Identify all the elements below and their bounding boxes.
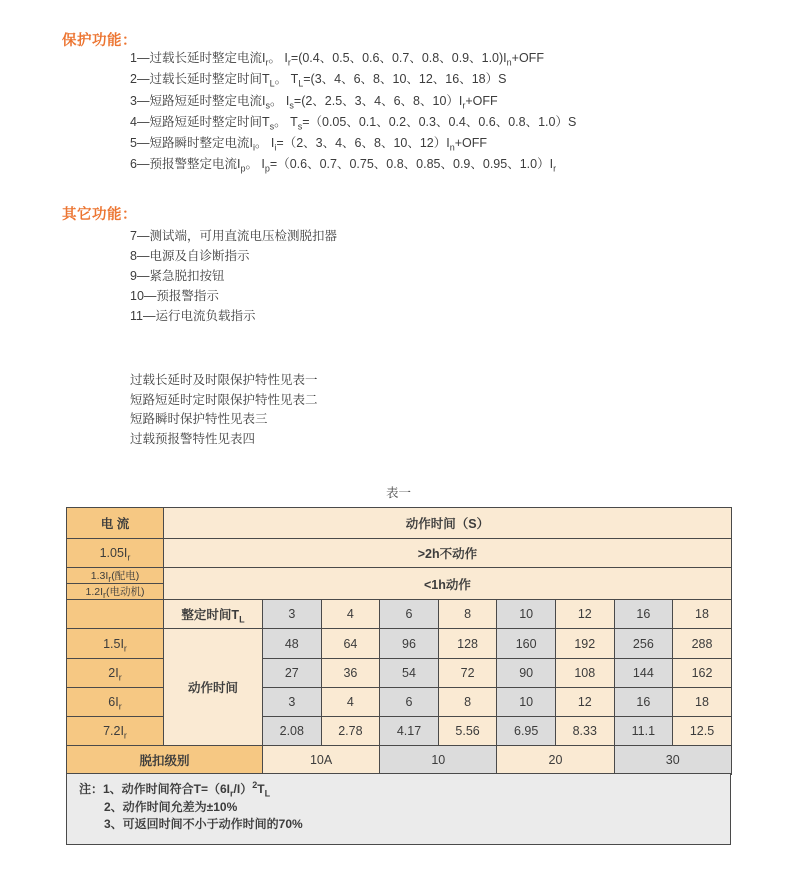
table-cell: 6.95 bbox=[497, 717, 556, 746]
table-cell: >2h不动作 bbox=[164, 539, 732, 568]
table-reference-list bbox=[130, 371, 318, 449]
row-label: $1.3I_r$(配电) bbox=[67, 568, 164, 584]
table-cell: 8 bbox=[438, 688, 497, 717]
other-functions-heading: 其它功能： bbox=[62, 207, 137, 223]
list-item: 1—过载长延时整定电流$I_r$。 $I_r=(0.4$、0.5、0.6、0.7、0.8、0.9、$1.0)I_n+OFF$ bbox=[130, 51, 544, 68]
list-item: 9—紧急脱扣按钮 bbox=[130, 269, 225, 283]
table-cell: 8 bbox=[438, 600, 497, 629]
table-cell: 2.78 bbox=[321, 717, 380, 746]
list-item: 11—运行电流负载指示 bbox=[130, 309, 256, 323]
table-cell: 192 bbox=[555, 629, 614, 659]
note-line: 注：1、动作时间符合$T=(6I_r/I)^2T_L$ bbox=[79, 780, 271, 799]
note-line: 3、可返回时间不小于动作时间的70% bbox=[104, 817, 303, 831]
table-cell: 16 bbox=[614, 688, 673, 717]
row-label: $2I_r$ bbox=[67, 659, 164, 688]
table-cell: 64 bbox=[321, 629, 380, 659]
table-cell: 256 bbox=[614, 629, 673, 659]
table-cell: 4.17 bbox=[380, 717, 439, 746]
table-cell: 11.1 bbox=[614, 717, 673, 746]
table-cell: 144 bbox=[614, 659, 673, 688]
table-cell: 90 bbox=[497, 659, 556, 688]
table-cell: 108 bbox=[555, 659, 614, 688]
list-item: 7—测试端，可用直流电压检测脱扣器 bbox=[130, 229, 337, 243]
table-cell: 18 bbox=[673, 688, 732, 717]
row-label: $1.05I_r$ bbox=[67, 539, 164, 568]
list-item: 6—预报警整定电流$I_p$。 $I_p=(0.6$、0.7、0.75、0.8、0.85、0.9、0.95、$1.0)I_r$ bbox=[130, 157, 557, 174]
table-cell: 4 bbox=[321, 688, 380, 717]
table-cell: 12 bbox=[555, 688, 614, 717]
characteristics-table bbox=[66, 507, 732, 775]
list-item: 4—短路短延时整定时间$T_s$。 $T_s=(0.05$、0.1、0.2、0.3、0.4、0.6、0.8、1.0）S bbox=[130, 114, 577, 132]
table-cell: 6 bbox=[380, 688, 439, 717]
table-cell: 10A bbox=[263, 746, 380, 775]
other-functions-list bbox=[130, 226, 337, 326]
list-item: 短路瞬时保护特性见表三 bbox=[130, 412, 268, 427]
protection-functions-heading: 保护功能： bbox=[62, 33, 137, 49]
table-cell: 20 bbox=[497, 746, 614, 775]
table-cell: 8.33 bbox=[555, 717, 614, 746]
empty-cell bbox=[67, 600, 164, 629]
table-cell: 4 bbox=[321, 600, 380, 629]
table-cell: 96 bbox=[380, 629, 439, 659]
row-label: $1.2I_r$(电动机) bbox=[67, 584, 164, 600]
table-cell: 162 bbox=[673, 659, 732, 688]
table-cell: 10 bbox=[497, 688, 556, 717]
table-cell: 12 bbox=[555, 600, 614, 629]
row-label-action-time: 动作时间 bbox=[164, 629, 263, 746]
list-item: 8—电源及自诊断指示 bbox=[130, 249, 250, 263]
table-cell: 288 bbox=[673, 629, 732, 659]
table-cell: 3 bbox=[263, 688, 322, 717]
table-cell: 36 bbox=[321, 659, 380, 688]
note-line: 2、动作时间允差为±10% bbox=[104, 799, 238, 814]
row-label-setting-time: 整定时间$T_L$ bbox=[164, 600, 263, 629]
column-header-action-time: 动作时间（S） bbox=[164, 508, 732, 539]
table-cell: 16 bbox=[614, 600, 673, 629]
row-label: $7.2I_r$ bbox=[67, 717, 164, 746]
table-cell: <1h动作 bbox=[164, 568, 732, 600]
table-cell: 5.56 bbox=[438, 717, 497, 746]
list-item: 过载预报警特性见表四 bbox=[130, 431, 256, 446]
table-cell: 6 bbox=[380, 600, 439, 629]
table-cell: 30 bbox=[614, 746, 731, 775]
list-item: 5—短路瞬时整定电流$I_i$。 $I_i=(2$、3、4、6、8、10、$12)I_n+OFF$ bbox=[130, 136, 488, 153]
table-cell: 10 bbox=[380, 746, 497, 775]
table-cell: 27 bbox=[263, 659, 322, 688]
table-cell: 54 bbox=[380, 659, 439, 688]
table-cell: 2.08 bbox=[263, 717, 322, 746]
table-cell: 3 bbox=[263, 600, 322, 629]
list-item: 3—短路短延时整定电流$I_s$。 $I_s=(2$、2.5、3、4、6、8、$10)I_r+OFF$ bbox=[130, 93, 498, 111]
table-cell: 12.5 bbox=[673, 717, 732, 746]
table-cell: 18 bbox=[673, 600, 732, 629]
table-cell: 128 bbox=[438, 629, 497, 659]
list-item: 过载长延时及时限保护特性见表一 bbox=[130, 373, 318, 387]
table-cell: 10 bbox=[497, 600, 556, 629]
table-cell: 48 bbox=[263, 629, 322, 659]
table-cell: 72 bbox=[438, 659, 497, 688]
row-label-trip-class: 脱扣级别 bbox=[67, 746, 263, 775]
row-label: $6I_r$ bbox=[67, 688, 164, 717]
list-item: 2—过载长延时整定时间$T_L$。 $T_L=(3$、4、6、8、10、12、16、18）S bbox=[130, 72, 507, 89]
list-item: 短路短延时定时限保护特性见表二 bbox=[130, 392, 318, 407]
protection-functions-list bbox=[130, 48, 576, 176]
list-item: 10—预报警指示 bbox=[130, 289, 219, 303]
column-header-current: 电 流 bbox=[67, 508, 164, 539]
table-cell: 160 bbox=[497, 629, 556, 659]
row-label: $1.5I_r$ bbox=[67, 629, 164, 659]
table-caption: 表一 bbox=[385, 486, 411, 500]
table-notes bbox=[66, 773, 731, 845]
